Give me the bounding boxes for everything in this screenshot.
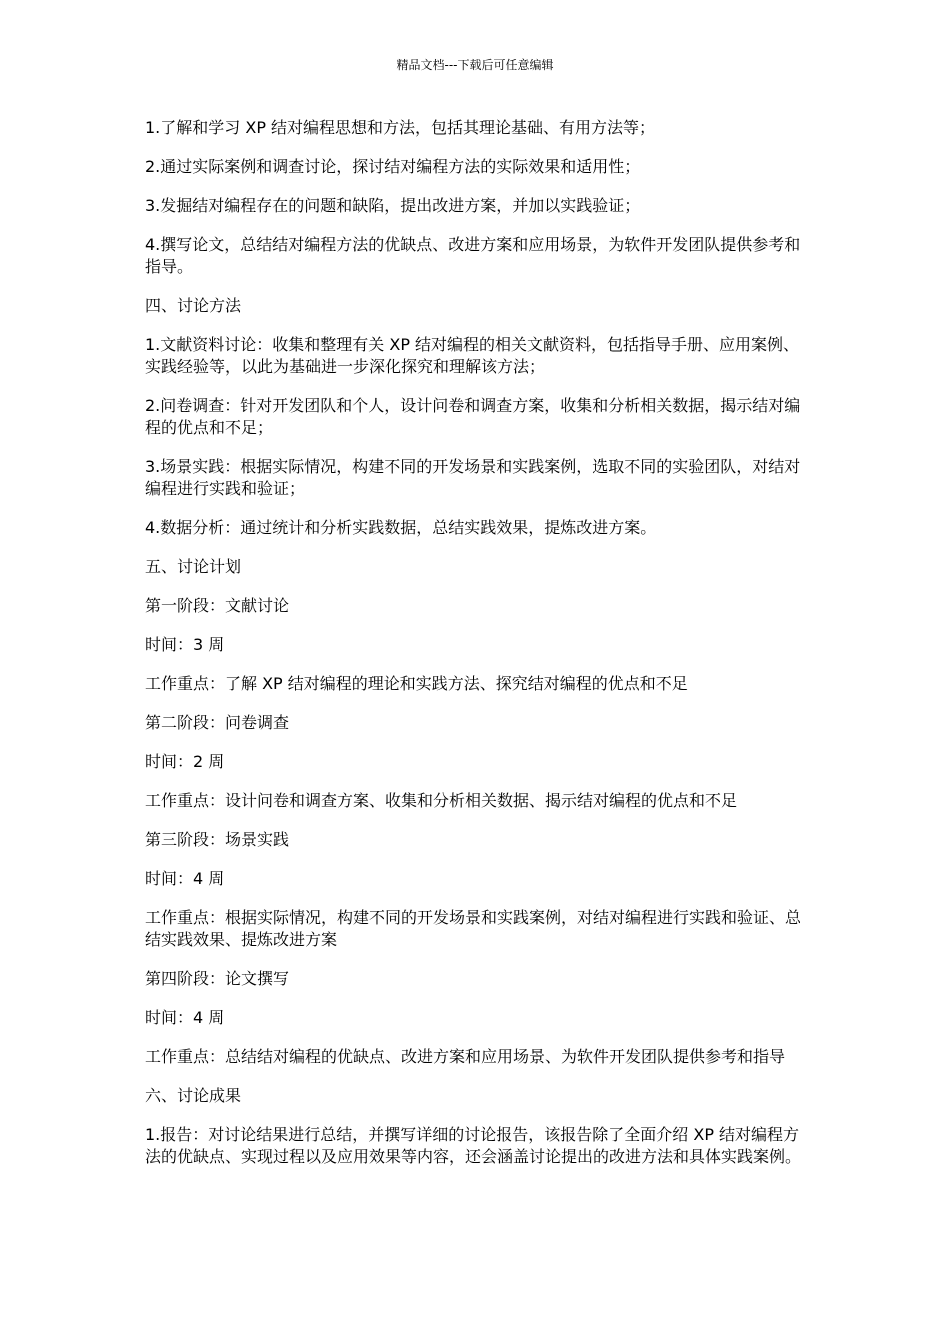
stage-1-title: 第一阶段：文献讨论 bbox=[145, 596, 290, 615]
result-item-1: 1.报告：对讨论结果进行总结，并撰写详细的讨论报告，该报告除了全面介绍 XP 结对编程方法的优缺点、实现过程以及应用效果等内容，还会涵盖讨论提出的改进方法和具体实践案例。 bbox=[145, 1125, 802, 1166]
method-item-2: 2.问卷调查：针对开发团队和个人，设计问卷和调查方案，收集和分析相关数据，揭示结对编程的优点和不足； bbox=[145, 396, 801, 437]
stage-3-time: 时间：4 周 bbox=[145, 869, 225, 888]
goal-item-1: 1.了解和学习 XP 结对编程思想和方法，包括其理论基础、有用方法等； bbox=[145, 118, 656, 137]
section-heading-results: 六、讨论成果 bbox=[145, 1086, 242, 1105]
document-body bbox=[145, 117, 810, 1185]
method-item-1: 1.文献资料讨论：收集和整理有关 XP 结对编程的相关文献资料，包括指导手册、应用案例、实践经验等，以此为基础进一步深化探究和理解该方法； bbox=[145, 335, 800, 376]
stage-3-focus: 工作重点：根据实际情况，构建不同的开发场景和实践案例，对结对编程进行实践和验证、总结实践效果、提炼改进方案 bbox=[145, 908, 802, 949]
page-header: 精品文档---下载后可任意编辑 bbox=[396, 58, 554, 72]
goal-item-2: 2.通过实际案例和调查讨论，探讨结对编程方法的实际效果和适用性； bbox=[145, 157, 641, 176]
method-item-3: 3.场景实践：根据实际情况，构建不同的开发场景和实践案例，选取不同的实验团队，对结对编程进行实践和验证； bbox=[145, 457, 801, 498]
stage-4-time: 时间：4 周 bbox=[145, 1008, 225, 1027]
goal-item-4: 4.撰写论文，总结结对编程方法的优缺点、改进方案和应用场景，为软件开发团队提供参考和指导。 bbox=[145, 235, 801, 276]
stage-1-time: 时间：3 周 bbox=[145, 635, 225, 654]
stage-1-focus: 工作重点：了解 XP 结对编程的理论和实践方法、探究结对编程的优点和不足 bbox=[145, 674, 688, 693]
stage-4-title: 第四阶段：论文撰写 bbox=[145, 969, 290, 988]
goal-item-3: 3.发掘结对编程存在的问题和缺陷，提出改进方案，并加以实践验证； bbox=[145, 196, 641, 215]
method-item-4: 4.数据分析：通过统计和分析实践数据，总结实践效果，提炼改进方案。 bbox=[145, 518, 657, 537]
stage-3-title: 第三阶段：场景实践 bbox=[145, 830, 290, 849]
section-heading-methods: 四、讨论方法 bbox=[145, 296, 242, 315]
stage-2-time: 时间：2 周 bbox=[145, 752, 225, 771]
stage-2-focus: 工作重点：设计问卷和调查方案、收集和分析相关数据、揭示结对编程的优点和不足 bbox=[145, 791, 738, 810]
stage-4-focus: 工作重点：总结结对编程的优缺点、改进方案和应用场景、为软件开发团队提供参考和指导 bbox=[145, 1047, 786, 1066]
section-heading-plan: 五、讨论计划 bbox=[145, 557, 242, 576]
stage-2-title: 第二阶段：问卷调查 bbox=[145, 713, 290, 732]
